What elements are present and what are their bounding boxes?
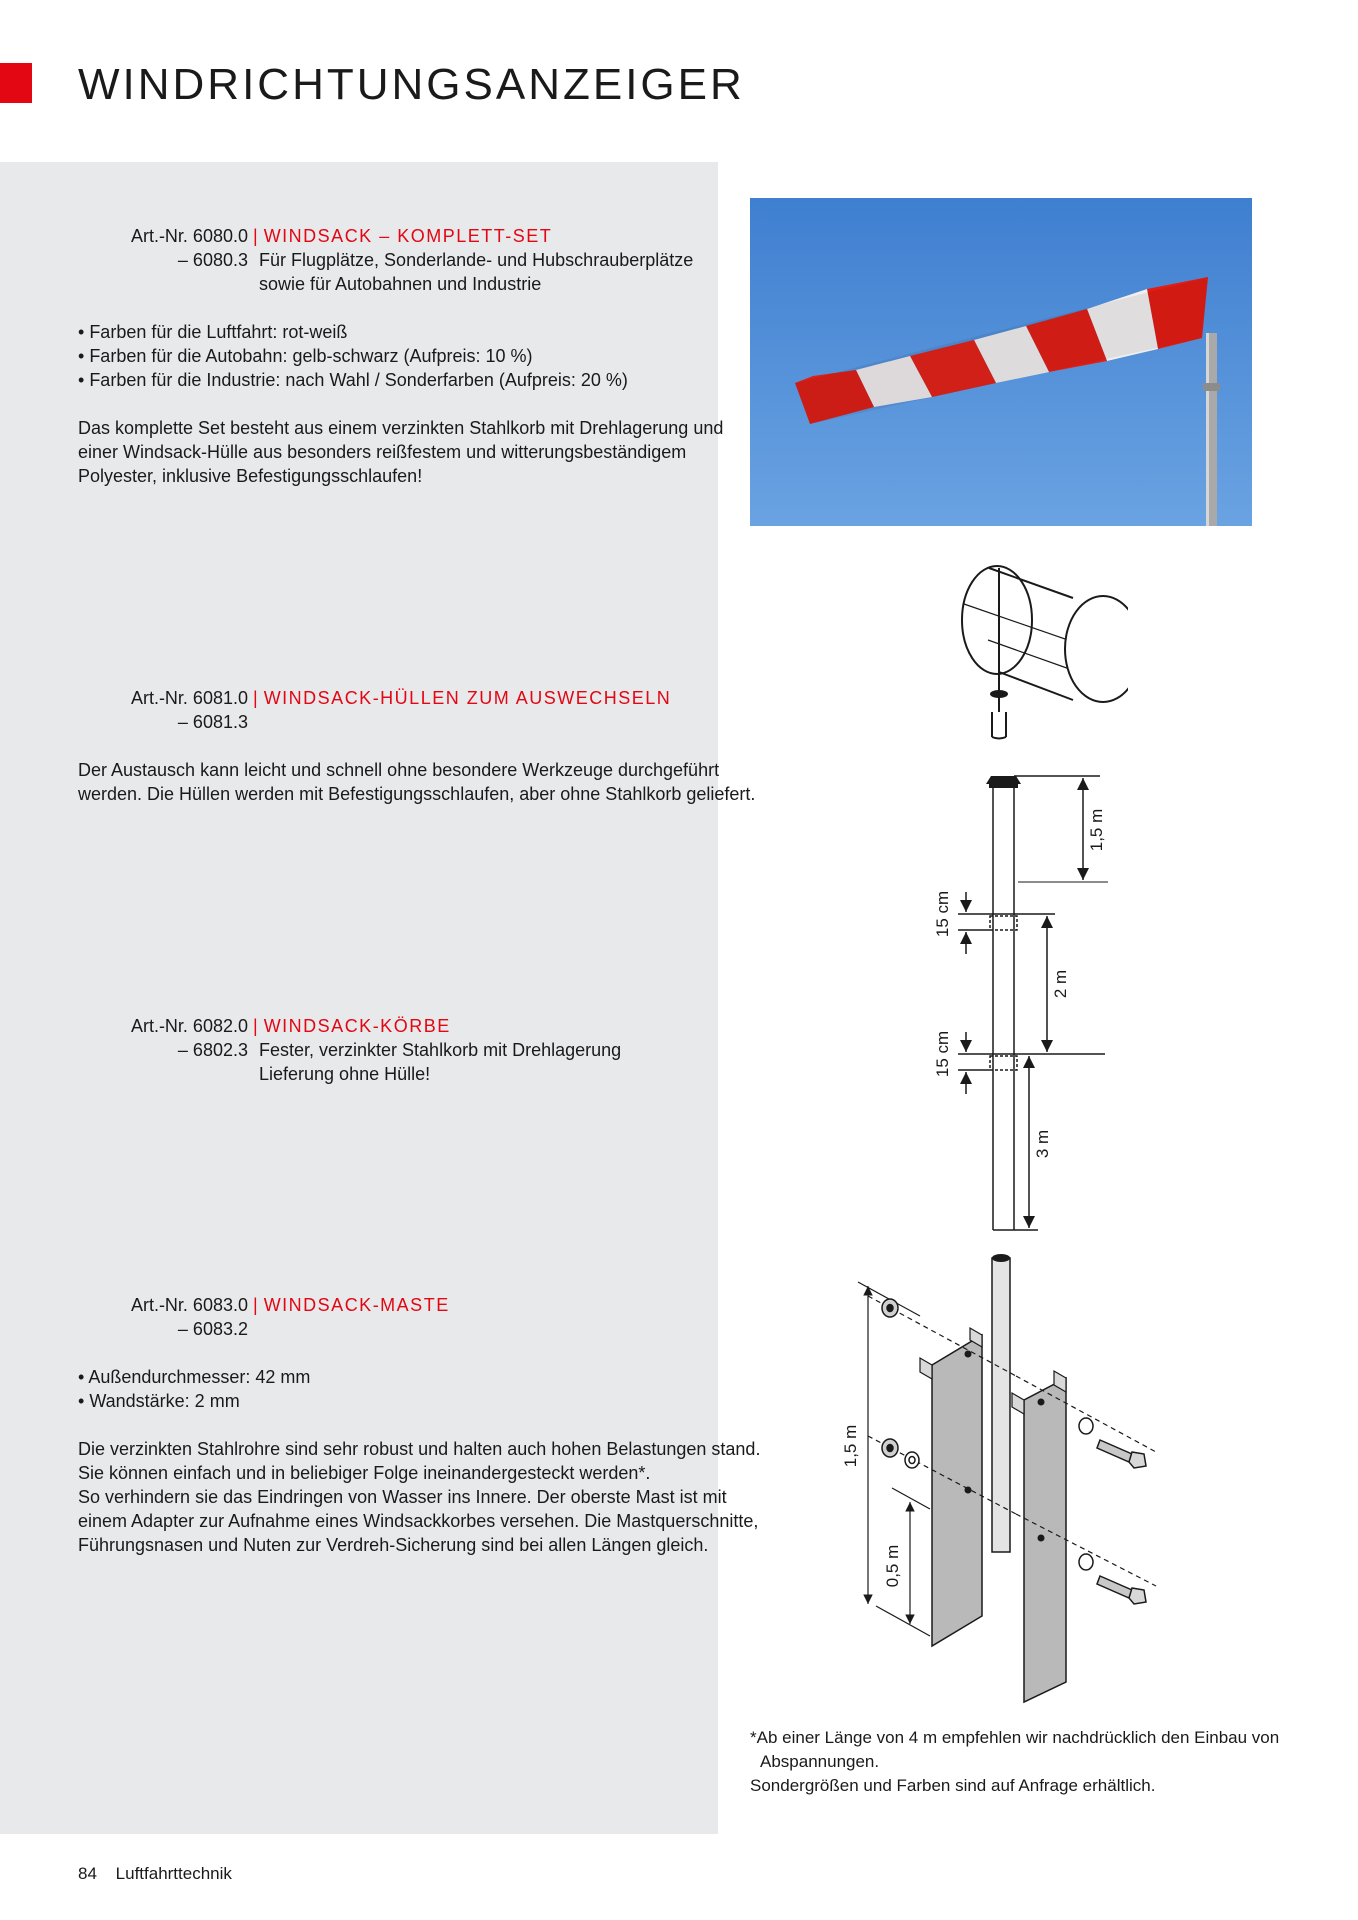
section-title: WINDSACK-HÜLLEN ZUM AUSWECHSELN <box>263 688 672 708</box>
dim-label: 1,5 m <box>1087 808 1106 852</box>
paragraph-line: Der Austausch kann leicht und schnell ohne besondere Werkzeuge durchgeführt <box>78 760 720 780</box>
art-nr-range: – 6081.3 <box>177 712 248 732</box>
section-komplett-set <box>78 224 724 488</box>
page-number: 84 <box>78 1864 97 1883</box>
section-koerbe <box>78 1014 698 1086</box>
list-item: • Wandstärke: 2 mm <box>78 1389 698 1413</box>
dim-label: 1,5 m <box>841 1424 860 1468</box>
bullet-list <box>78 1365 698 1413</box>
paragraph-line: Sie können einfach und in beliebiger Folge ineinandergesteckt werden*. <box>78 1463 651 1483</box>
paragraph-line: einer Windsack-Hülle aus besonders reißfestem und witterungsbeständigem <box>78 442 687 462</box>
separator: | <box>253 1016 258 1036</box>
section-description: Fester, verzinkter Stahlkorb mit Drehlagerung <box>259 1040 622 1060</box>
list-item: • Farben für die Autobahn: gelb-schwarz (Aufpreis: 10 %) <box>78 344 698 368</box>
page-footer <box>78 1864 232 1884</box>
section-description-2: sowie für Autobahnen und Industrie <box>259 274 542 294</box>
footnote-line: Abspannungen. <box>760 1752 880 1771</box>
paragraph-line: Führungsnasen und Nuten zur Verdreh-Sicherung sind bei allen Längen gleich. <box>78 1535 709 1555</box>
separator: | <box>253 226 258 246</box>
page-title: WINDRICHTUNGSANZEIGER <box>78 60 745 109</box>
dim-label: 0,5 m <box>883 1544 902 1588</box>
section-title: WINDSACK – KOMPLETT-SET <box>263 226 553 246</box>
separator: | <box>253 688 258 708</box>
paragraph-line: Das komplette Set besteht aus einem verzinkten Stahlkorb mit Drehlagerung und <box>78 418 724 438</box>
bullet-list <box>78 320 698 392</box>
mast-assembly-diagram <box>820 1246 1180 1706</box>
list-item: • Farben für die Industrie: nach Wahl / Sonderfarben (Aufpreis: 20 %) <box>78 368 698 392</box>
art-nr: Art.-Nr. 6083.0 <box>130 1295 248 1315</box>
mast-dimension-diagram <box>930 764 1130 1240</box>
paragraph-line: werden. Die Hüllen werden mit Befestigungsschlaufen, aber ohne Stahlkorb geliefert. <box>78 784 756 804</box>
dim-label: 3 m <box>1033 1129 1052 1159</box>
art-nr-range: – 6080.3 <box>177 250 248 270</box>
art-nr: Art.-Nr. 6082.0 <box>130 1016 248 1036</box>
section-description-2: Lieferung ohne Hülle! <box>259 1064 431 1084</box>
section-title: WINDSACK-KÖRBE <box>263 1016 451 1036</box>
windsock-image <box>750 198 1252 526</box>
paragraph-line: einem Adapter zur Aufnahme eines Windsackkorbes versehen. Die Mastquerschnitte, <box>78 1511 759 1531</box>
basket-diagram <box>948 560 1128 744</box>
section-description: Für Flugplätze, Sonderlande- und Hubschrauberplätze <box>259 250 694 270</box>
paragraph-line: Die verzinkten Stahlrohre sind sehr robust und halten auch hohen Belastungen stand. <box>78 1439 761 1459</box>
footnote <box>750 1726 1310 1798</box>
header-accent-square <box>0 63 32 103</box>
section-huellen <box>78 686 756 806</box>
art-nr-range: – 6083.2 <box>177 1319 248 1339</box>
dim-label: 15 cm <box>933 1030 952 1078</box>
list-item: • Außendurchmesser: 42 mm <box>78 1365 698 1389</box>
dim-label: 2 m <box>1051 969 1070 999</box>
section-maste <box>78 1293 761 1557</box>
art-nr-range: – 6802.3 <box>177 1040 248 1060</box>
separator: | <box>253 1295 258 1315</box>
art-nr: Art.-Nr. 6081.0 <box>130 688 248 708</box>
footnote-line: Sondergrößen und Farben sind auf Anfrage erhältlich. <box>750 1776 1156 1795</box>
footnote-line: *Ab einer Länge von 4 m empfehlen wir nachdrücklich den Einbau von <box>750 1728 1280 1747</box>
art-nr: Art.-Nr. 6080.0 <box>130 226 248 246</box>
list-item: • Farben für die Luftfahrt: rot-weiß <box>78 320 698 344</box>
footer-section: Luftfahrttechnik <box>115 1864 232 1883</box>
section-title: WINDSACK-MASTE <box>263 1295 450 1315</box>
windsock-photo <box>750 198 1252 526</box>
paragraph-line: So verhindern sie das Eindringen von Wasser ins Innere. Der oberste Mast ist mit <box>78 1487 727 1507</box>
paragraph-line: Polyester, inklusive Befestigungsschlaufen! <box>78 466 423 486</box>
dim-label: 15 cm <box>933 890 952 938</box>
